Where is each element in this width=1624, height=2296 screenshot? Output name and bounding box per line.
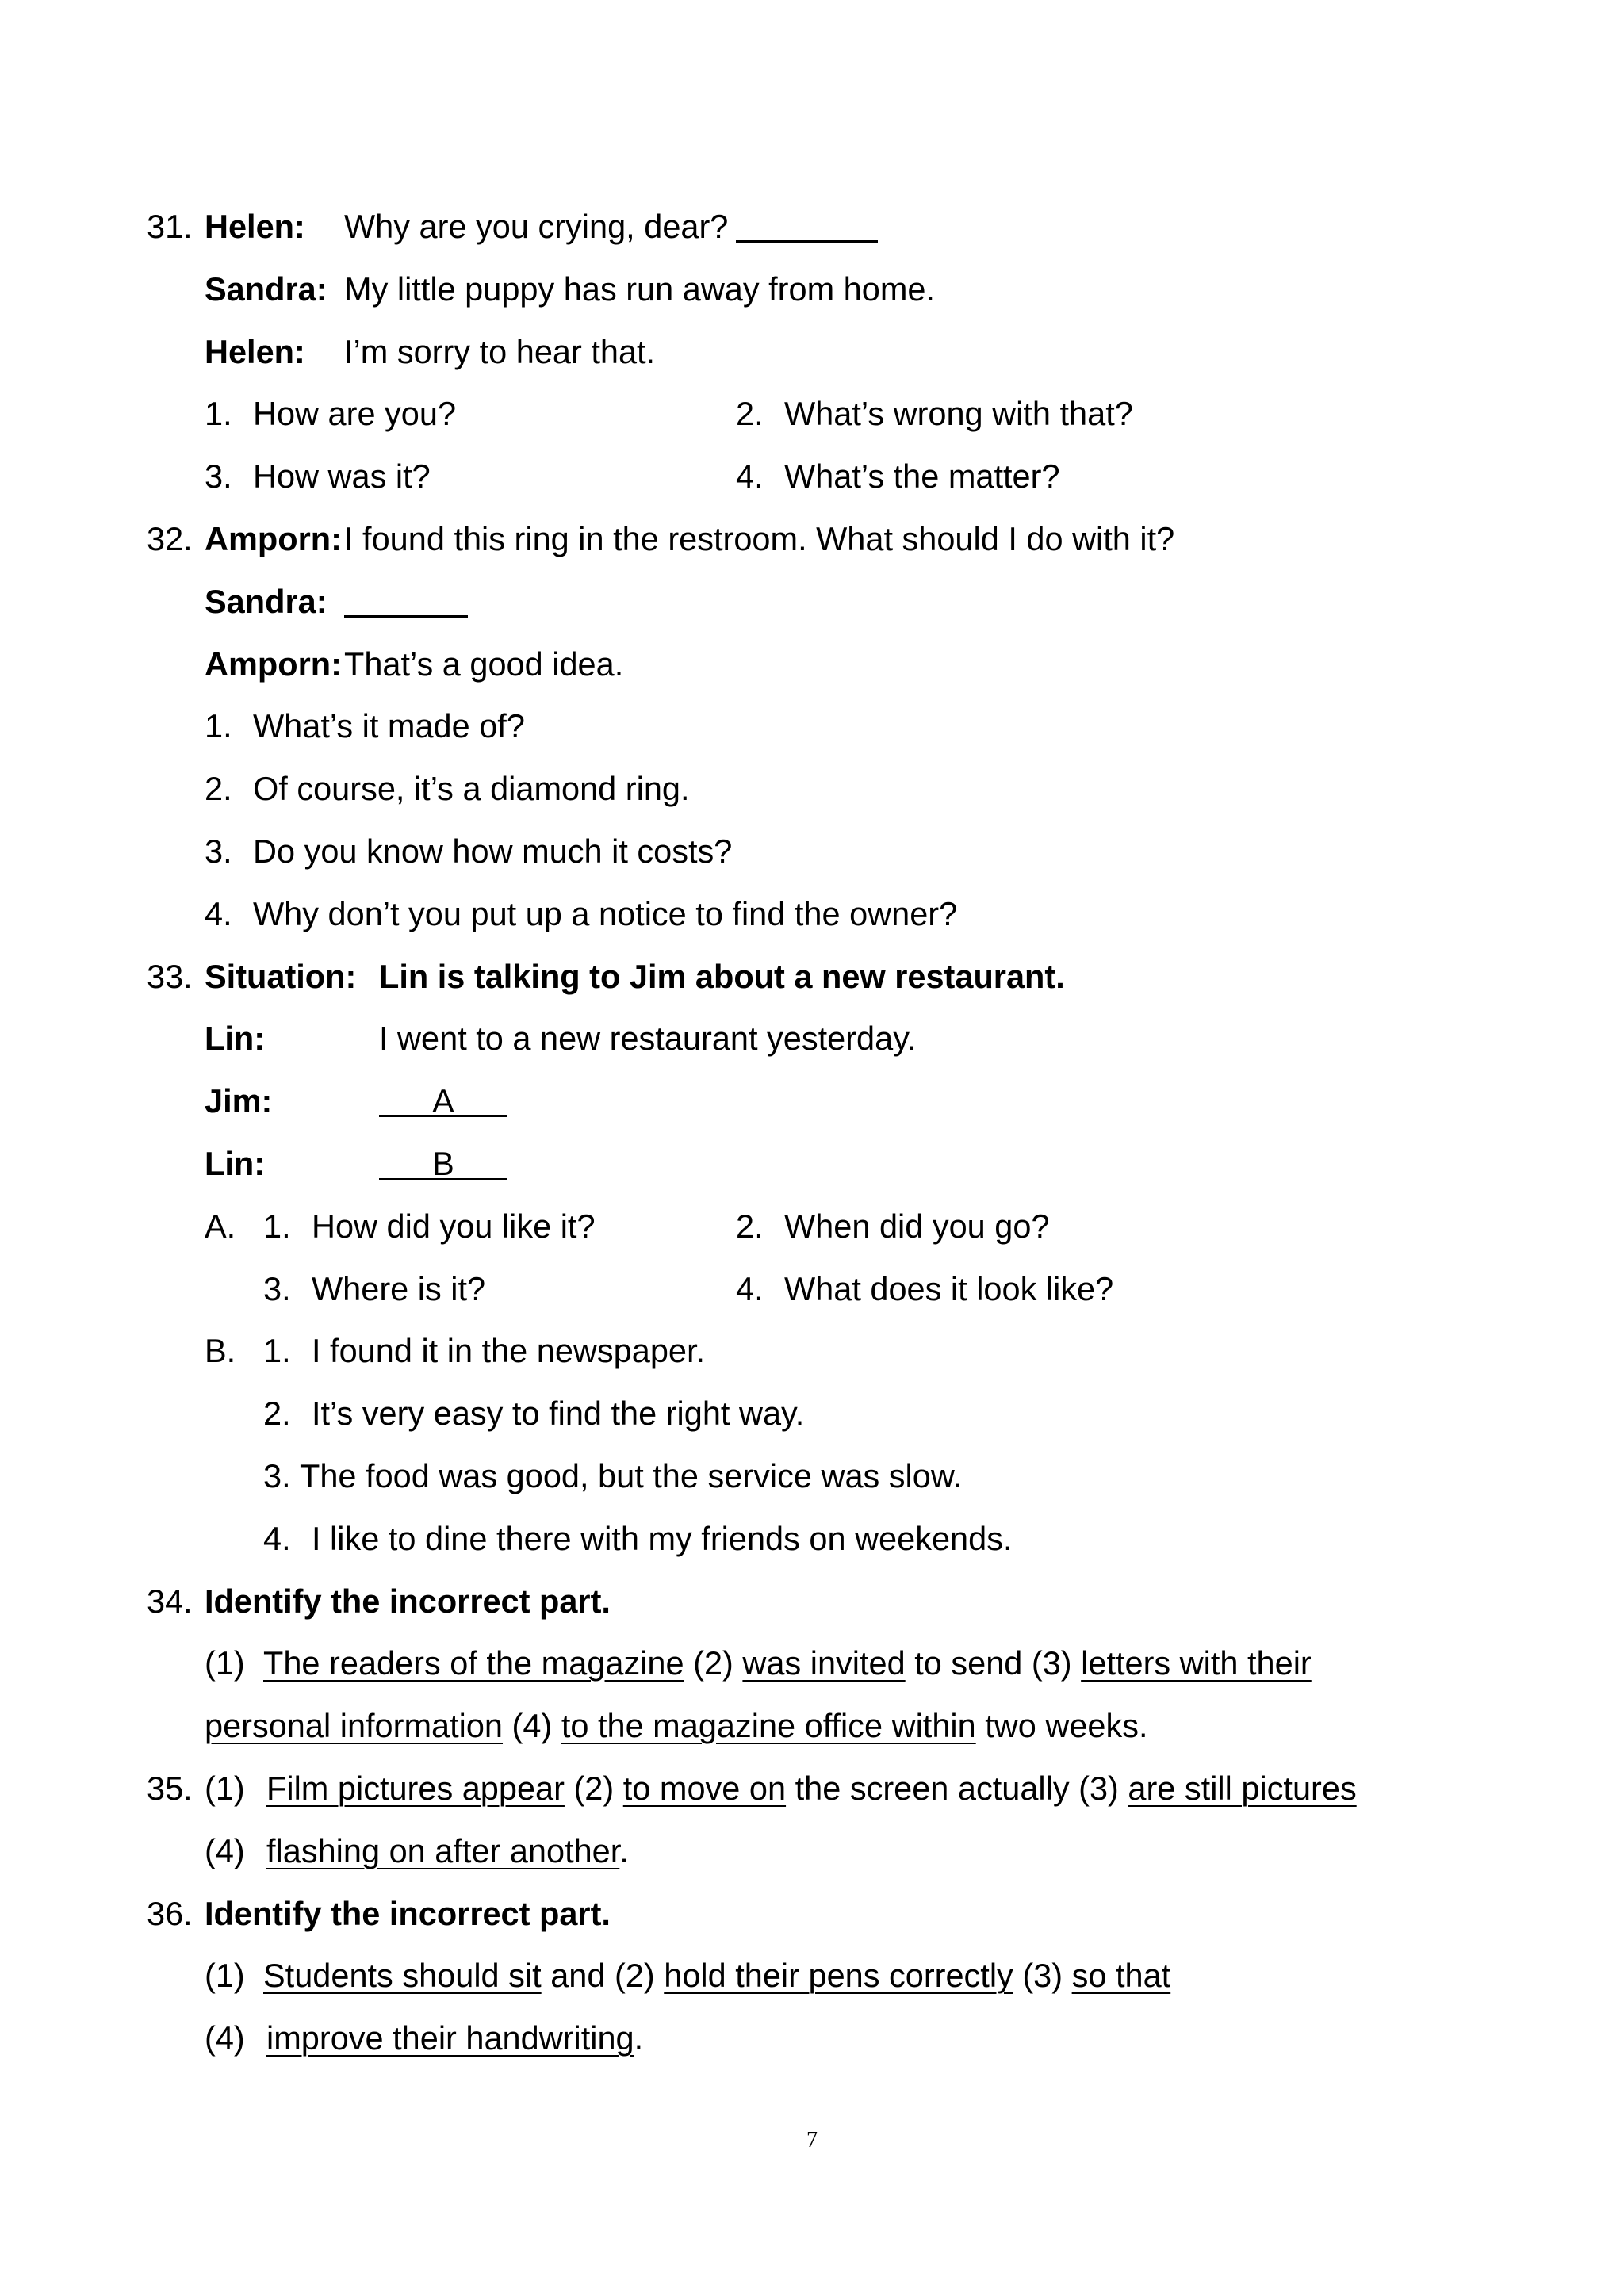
q32-option	[0, 695, 1624, 758]
sentence-text	[266, 1820, 629, 1883]
sentence-text	[266, 2007, 643, 2070]
q32-option	[0, 883, 1624, 946]
option-number: 3.	[263, 1269, 291, 1307]
answer-blank	[736, 240, 878, 243]
q32-dialogue-line	[0, 508, 1624, 571]
question-number: 32.	[147, 519, 193, 557]
option-number: 3.	[263, 1456, 291, 1494]
part-marker: (1)	[205, 1957, 245, 1995]
q32-dialogue-line	[0, 633, 1624, 696]
question-number: 34.	[147, 1582, 193, 1620]
plain-segment: (2)	[573, 1769, 615, 1807]
q36-sentence-line	[0, 1945, 1624, 2007]
option-text: How are you?	[253, 395, 457, 433]
question-number: 36.	[147, 1894, 193, 1932]
option-text: What’s the matter?	[784, 457, 1060, 496]
page-number: 7	[806, 2128, 818, 2152]
q31-options-row	[0, 383, 1624, 446]
option-text: Do you know how much it costs?	[253, 832, 733, 870]
underlined-segment: personal information	[205, 1707, 504, 1745]
option-number: 4.	[263, 1519, 291, 1557]
dialogue-text: I found this ring in the restroom. What should I do with it?	[344, 519, 1175, 557]
instruction: Identify the incorrect part.	[205, 1582, 611, 1620]
q31-dialogue-line	[0, 258, 1624, 321]
sentence-text	[266, 1758, 1357, 1820]
sentence-text	[205, 1695, 1148, 1758]
option-text: Why don’t you put up a notice to find the owner?	[253, 894, 958, 932]
q34-sentence-line	[0, 1695, 1624, 1758]
underlined-segment: letters with their	[1081, 1644, 1312, 1682]
plain-segment: (2)	[693, 1644, 733, 1682]
speaker-label: Helen:	[205, 208, 305, 245]
part-marker: (4)	[205, 2019, 245, 2057]
sentence-text	[263, 1632, 1312, 1695]
q33-group-a-row	[0, 1196, 1624, 1258]
q33-group-b-row	[0, 1445, 1624, 1508]
plain-segment: two weeks.	[985, 1707, 1148, 1745]
underlined-segment: are still pictures	[1128, 1769, 1357, 1807]
underlined-segment: so that	[1071, 1957, 1171, 1995]
q34-header	[0, 1571, 1624, 1633]
q32-option	[0, 758, 1624, 821]
option-number: 1.	[205, 707, 232, 745]
option-text: I found it in the newspaper.	[312, 1332, 706, 1370]
dialogue-text: I’m sorry to hear that.	[344, 332, 656, 370]
plain-segment: the screen actually (3)	[795, 1769, 1119, 1807]
speaker-label: Jim:	[205, 1082, 273, 1120]
situation-text: Lin is talking to Jim about a new restaurant.	[379, 957, 1065, 995]
exam-page	[0, 196, 1624, 2070]
option-number: 2.	[736, 1207, 764, 1245]
underlined-segment: to the magazine office within	[561, 1707, 976, 1745]
option-number: 4.	[736, 457, 764, 496]
underlined-segment: was invited	[742, 1644, 906, 1682]
q33-dialogue-line	[0, 1070, 1624, 1133]
option-number: 2.	[736, 395, 764, 433]
option-number: 4.	[736, 1269, 764, 1307]
speaker-label: Helen:	[205, 332, 305, 370]
plain-segment: .	[619, 1831, 629, 1869]
option-text: What does it look like?	[784, 1269, 1114, 1307]
underlined-segment: flashing on after another	[266, 1831, 620, 1869]
option-number: 4.	[205, 894, 232, 932]
option-number: 3.	[205, 457, 232, 496]
plain-segment: .	[634, 2019, 644, 2057]
option-text: The food was good, but the service was slow.	[300, 1456, 963, 1494]
speaker-label: Lin:	[205, 1020, 266, 1058]
option-text: Of course, it’s a diamond ring.	[253, 770, 690, 808]
q32-dialogue-line	[0, 571, 1624, 633]
q33-dialogue-line	[0, 1133, 1624, 1196]
plain-segment: (3)	[1022, 1957, 1063, 1995]
option-text: What’s it made of?	[253, 707, 525, 745]
plain-segment: and (2)	[550, 1957, 655, 1995]
underlined-segment: improve their handwriting	[266, 2019, 634, 2057]
q31-dialogue-line	[0, 321, 1624, 384]
answer-blank-a: A	[379, 1070, 508, 1133]
answer-blank	[344, 615, 468, 618]
question-number: 35.	[147, 1769, 193, 1807]
answer-blank-b: B	[379, 1133, 508, 1196]
part-marker: (1)	[205, 1769, 245, 1807]
plain-segment: to send (3)	[914, 1644, 1072, 1682]
underlined-segment: The readers of the magazine	[263, 1644, 684, 1682]
q36-sentence-line	[0, 2007, 1624, 2070]
q32-option	[0, 821, 1624, 883]
q35-sentence-line	[0, 1820, 1624, 1883]
speaker-label: Sandra:	[205, 582, 327, 620]
speaker-label: Amporn:	[205, 645, 342, 683]
option-text: How did you like it?	[312, 1207, 596, 1245]
q33-group-b-row	[0, 1320, 1624, 1383]
dialogue-text: Why are you crying, dear?	[344, 208, 729, 245]
question-number: 31.	[147, 208, 193, 245]
q35-sentence-line	[0, 1758, 1624, 1820]
dialogue-text: I went to a new restaurant yesterday.	[379, 1020, 917, 1058]
speaker-label: Sandra:	[205, 270, 327, 308]
underlined-segment: hold their pens correctly	[664, 1957, 1013, 1995]
underlined-segment: Students should sit	[263, 1957, 542, 1995]
q33-situation	[0, 946, 1624, 1008]
q36-header	[0, 1883, 1624, 1946]
q33-group-b-row	[0, 1383, 1624, 1445]
option-text: When did you go?	[784, 1207, 1050, 1245]
question-number: 33.	[147, 957, 193, 995]
option-number: 1.	[263, 1207, 291, 1245]
q31-options-row	[0, 446, 1624, 508]
group-label: A.	[205, 1207, 236, 1245]
option-number: 1.	[263, 1332, 291, 1370]
underlined-segment: to move on	[622, 1769, 787, 1807]
plain-segment: (4)	[511, 1707, 553, 1745]
q33-dialogue-line	[0, 1008, 1624, 1070]
option-number: 2.	[205, 770, 232, 808]
q34-sentence-line	[0, 1632, 1624, 1695]
option-text: How was it?	[253, 457, 431, 496]
option-number: 1.	[205, 395, 232, 433]
dialogue-text: That’s a good idea.	[344, 645, 624, 683]
option-text: Where is it?	[312, 1269, 486, 1307]
q33-group-a-row	[0, 1258, 1624, 1321]
option-text: I like to dine there with my friends on weekends.	[312, 1519, 1013, 1557]
sentence-text	[263, 1945, 1170, 2007]
part-marker: (4)	[205, 1831, 245, 1869]
speaker-label: Amporn:	[205, 519, 342, 557]
option-text: What’s wrong with that?	[784, 395, 1133, 433]
situation-label: Situation:	[205, 957, 357, 995]
group-label: B.	[205, 1332, 236, 1370]
speaker-label: Lin:	[205, 1144, 266, 1182]
underlined-segment: Film pictures appear	[266, 1769, 565, 1807]
option-number: 3.	[205, 832, 232, 870]
option-number: 2.	[263, 1395, 291, 1433]
instruction: Identify the incorrect part.	[205, 1894, 611, 1932]
part-marker: (1)	[205, 1644, 245, 1682]
option-text: It’s very easy to find the right way.	[312, 1395, 805, 1433]
q31-dialogue-line	[0, 196, 1624, 258]
q33-group-b-row	[0, 1508, 1624, 1571]
dialogue-text: My little puppy has run away from home.	[344, 270, 936, 308]
